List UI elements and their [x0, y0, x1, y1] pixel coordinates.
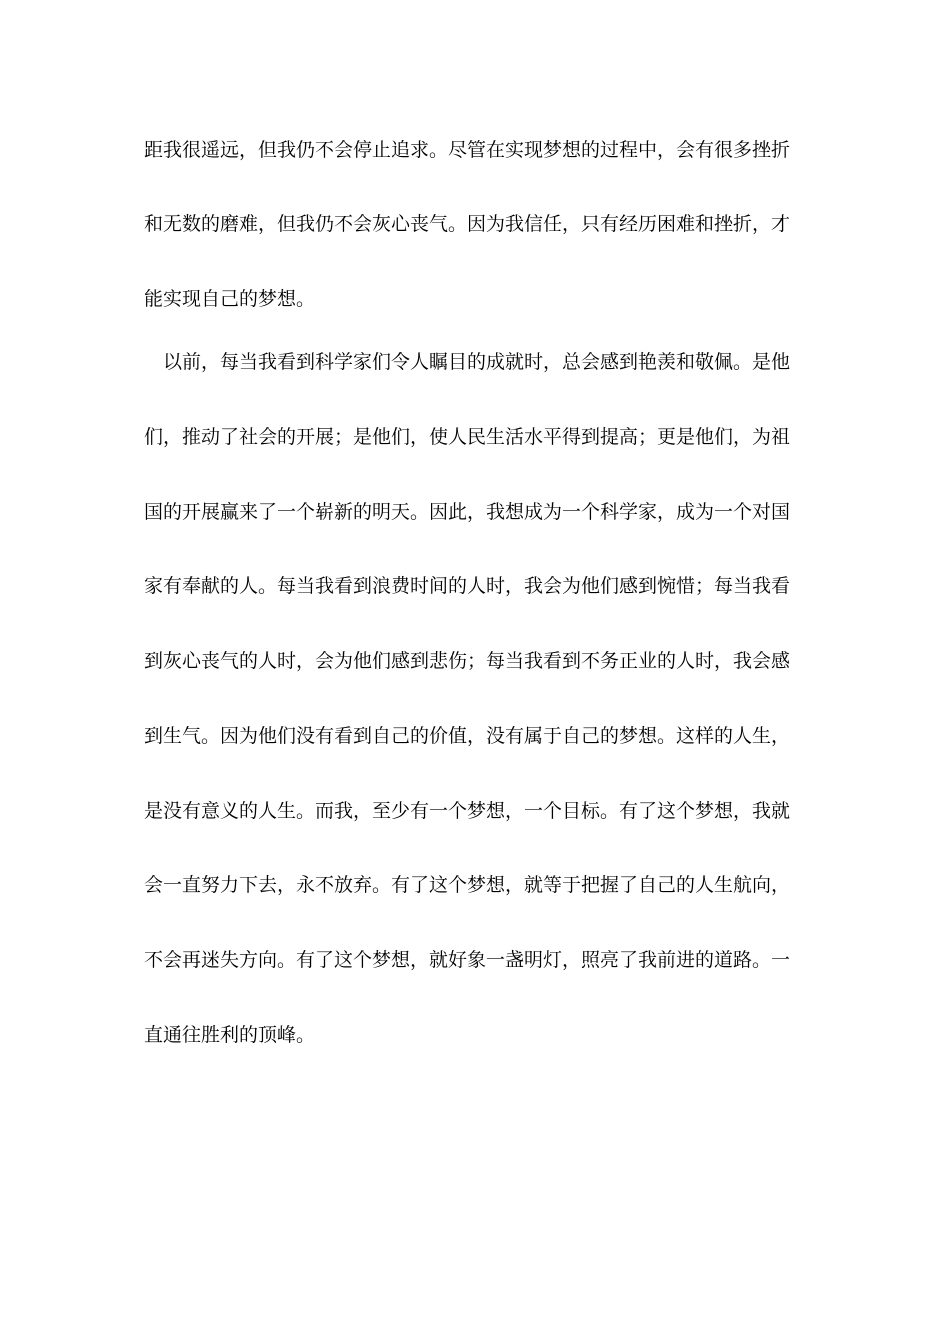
text-line: 直通往胜利的顶峰。 [144, 1024, 316, 1046]
text-line: 会一直努力下去，永不放弃。有了这个梦想，就等于把握了自己的人生航向， [144, 874, 791, 896]
text-line: 到生气。因为他们没有看到自己的价值，没有属于自己的梦想。这样的人生， [144, 725, 791, 747]
text-line: 们，推动了社会的开展；是他们，使人民生活水平得到提高；更是他们，为祖 [144, 426, 791, 448]
text-line: 是没有意义的人生。而我，至少有一个梦想，一个目标。有了这个梦想，我就 [144, 800, 791, 822]
paragraph-first-line: 以前，每当我看到科学家们令人瞩目的成就时，总会感到艳羡和敬佩。是他 [163, 351, 791, 373]
text-line: 到灰心丧气的人时，会为他们感到悲伤；每当我看到不务正业的人时，我会感 [144, 650, 791, 672]
text-line: 能实现自己的梦想。 [144, 288, 316, 310]
text-line: 国的开展赢来了一个崭新的明天。因此，我想成为一个科学家，成为一个对国 [144, 501, 791, 523]
text-line: 距我很遥远，但我仍不会停止追求。尽管在实现梦想的过程中，会有很多挫折 [144, 139, 791, 161]
text-line: 和无数的磨难，但我仍不会灰心丧气。因为我信任，只有经历困难和挫折，才 [144, 213, 791, 235]
text-line: 家有奉献的人。每当我看到浪费时间的人时，我会为他们感到惋惜；每当我看 [144, 575, 791, 597]
text-line: 不会再迷失方向。有了这个梦想，就好象一盏明灯，照亮了我前进的道路。一 [144, 949, 791, 971]
